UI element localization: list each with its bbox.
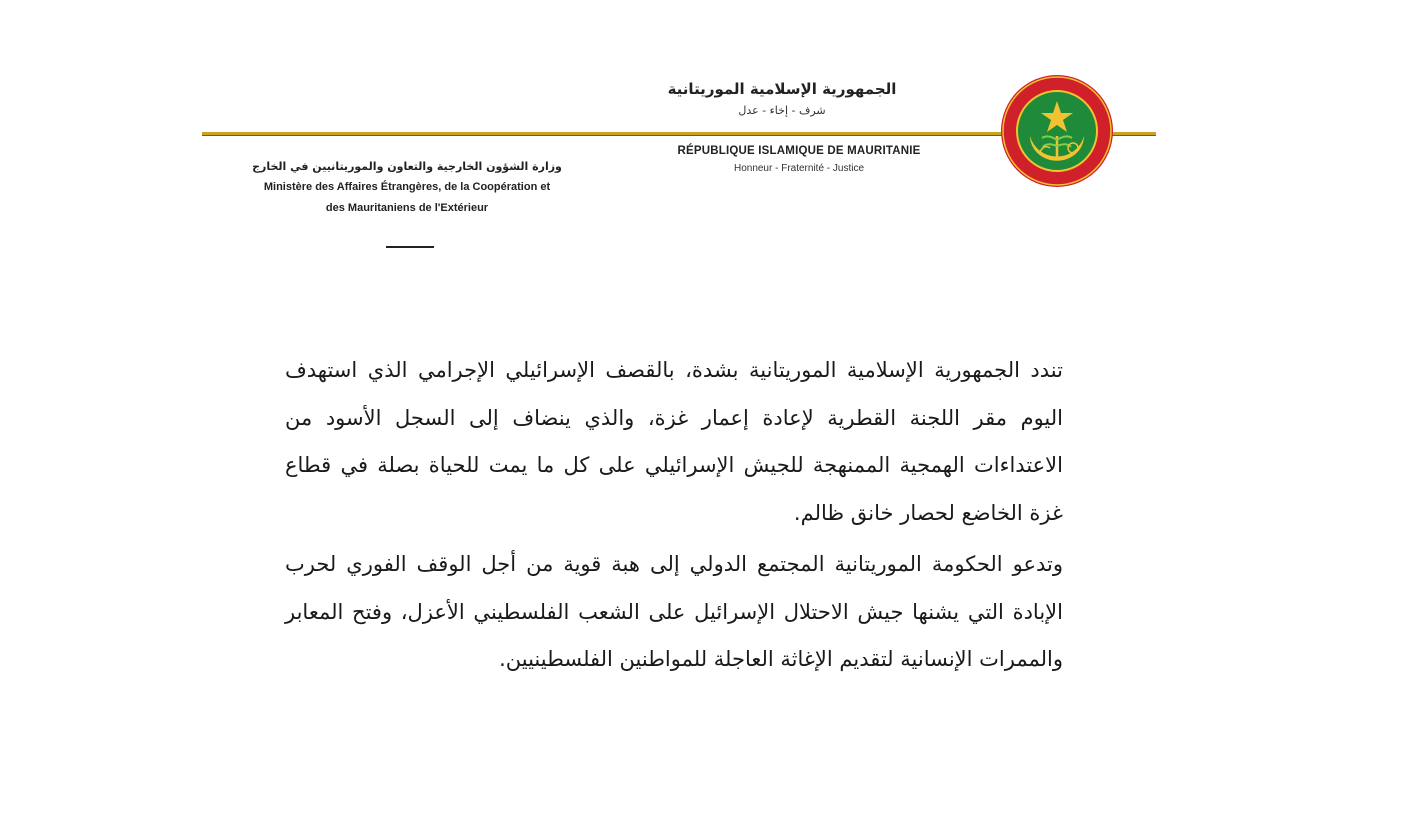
header-french-motto: Honneur - Fraternité - Justice: [733, 163, 865, 174]
header-french-state-name: RÉPUBLIQUE ISLAMIQUE DE MAURITANIE: [677, 145, 921, 157]
statement-paragraph-2: وتدعو الحكومة الموريتانية المجتمع الدولي إلى هبة قوية من أجل الوقف الفوري لحرب الإبادة التي يشنها جيش الاحتلال الإسرائيل على الشعب الفلسطيني الأعزل، وفتح المعابر والممرات الإنسانية لتقديم الإغاثة العاجلة للمواطنين الفلسطينيين.: [285, 552, 1063, 671]
header-arabic-motto: شرف - إخاء - عدل: [738, 104, 826, 117]
header-arabic-state-name: الجمهورية الإسلامية الموريتانية: [667, 80, 897, 98]
ministry-arabic-name: وزارة الشؤون الخارجية والتعاون والموريتانيين في الخارج: [252, 160, 562, 173]
statement-paragraph-1: تندد الجمهورية الإسلامية الموريتانية بشدة، بالقصف الإسرائيلي الإجرامي الذي استهدف اليوم مقر اللجنة القطرية لإعادة إعمار غزة، والذي ينضاف إلى السجل الأسود من الاعتداءات الهمجية الممنهجة للجيش الإسرائيلي على كل ما يمت للحياة بصلة في قطاع غزة الخاضع لحصار خانق ظالم.: [285, 358, 1063, 525]
ministry-divider: [386, 246, 434, 248]
ministry-french-name-line1: Ministère des Affaires Étrangères, de la Coopération et: [263, 181, 551, 193]
national-seal-icon: [1000, 74, 1114, 188]
ministry-block: [212, 156, 602, 219]
ministry-french-name-line2: des Mauritaniens de l'Extérieur: [325, 202, 489, 214]
statement-body: [285, 347, 1063, 684]
